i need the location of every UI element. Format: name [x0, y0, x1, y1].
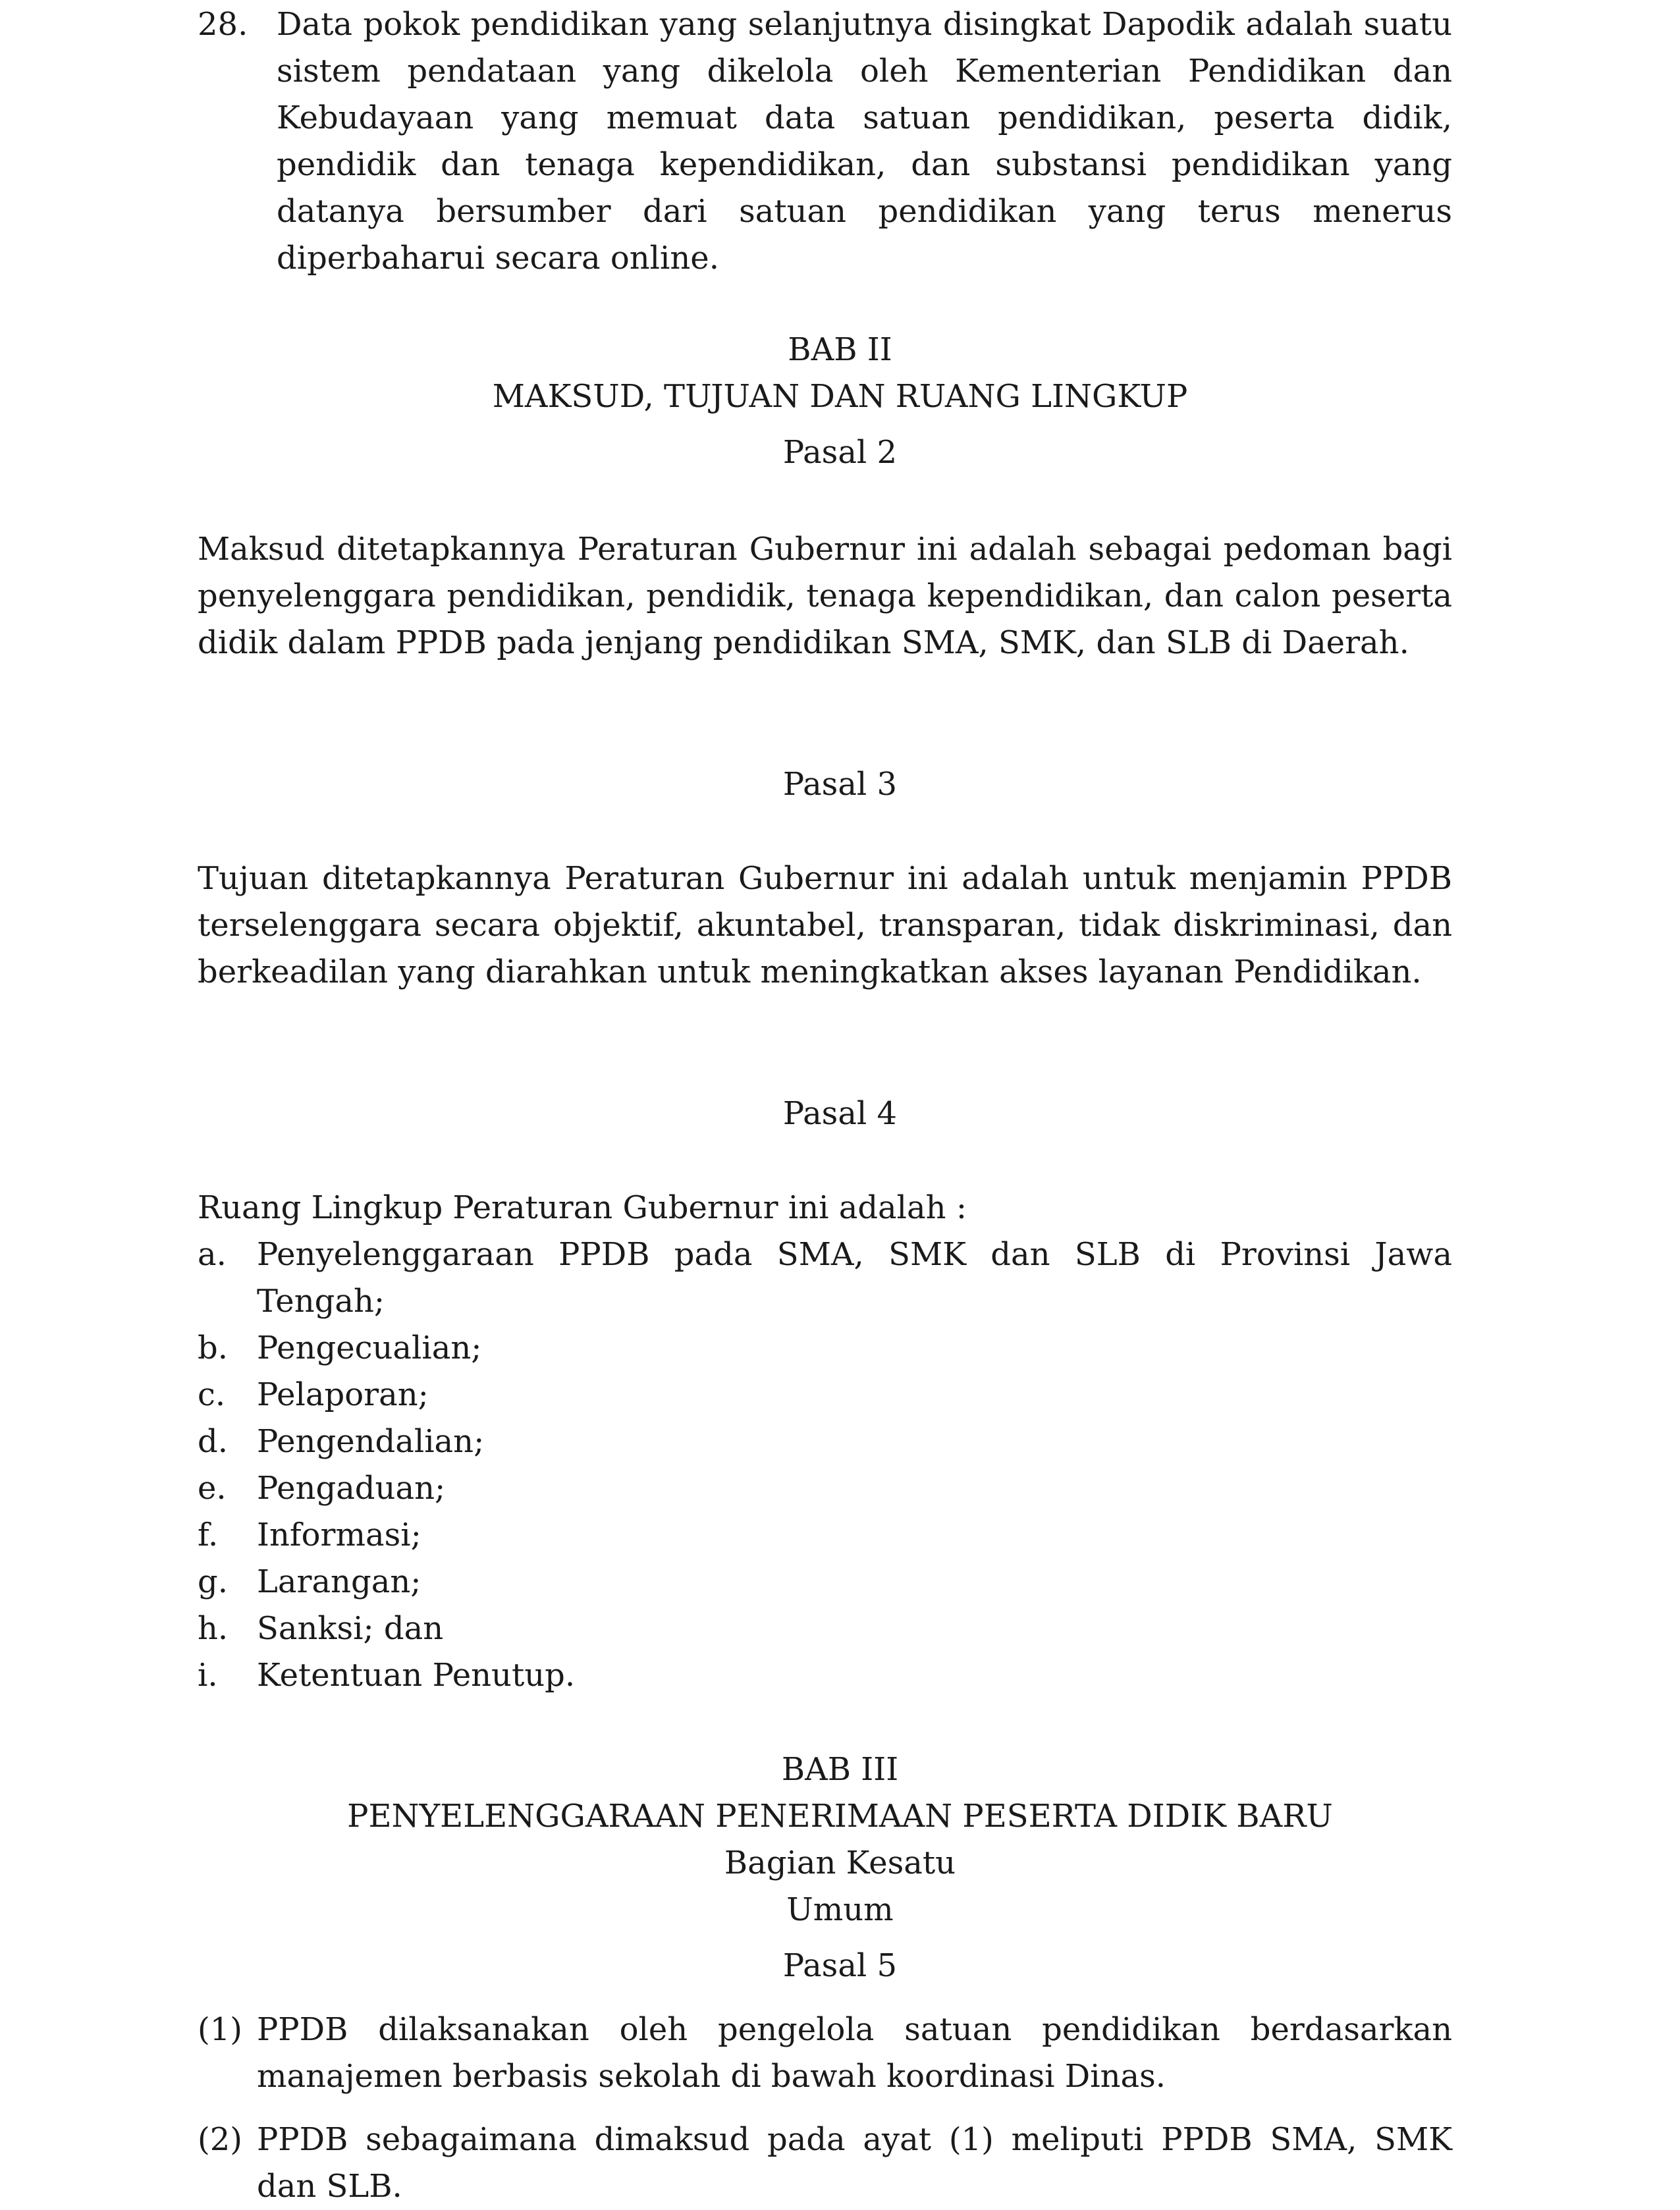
- list-item-text: Informasi;: [257, 1517, 421, 1553]
- list-item-text: Larangan;: [257, 1563, 421, 1600]
- list-marker: i.: [198, 1657, 218, 1694]
- article-heading-2: Pasal 2: [782, 434, 898, 471]
- scope-list-item: [198, 1465, 1452, 1512]
- scope-list-item: [198, 1418, 1452, 1465]
- list-marker: b.: [198, 1330, 228, 1366]
- scope-list-item: [198, 1559, 1452, 1605]
- paragraph-text: PPDB dilaksanakan oleh pengelola satuan pendidikan berdasarkan manajemen berbasis sekolah di bawah koordinasi Dinas.: [257, 2011, 1452, 2095]
- list-item-text: Penyelenggaraan PPDB pada SMA, SMK dan SLB di Provinsi Jawa Tengah;: [257, 1236, 1452, 1320]
- paragraph-marker: (2): [198, 2121, 242, 2158]
- scope-list-item: [198, 1231, 1452, 1325]
- definition-number: 28.: [198, 6, 248, 43]
- article-heading-3: Pasal 3: [782, 766, 898, 803]
- scope-list-item: [198, 1325, 1452, 1372]
- article-5-paragraph: [198, 2007, 1452, 2100]
- list-marker: g.: [198, 1563, 228, 1600]
- list-item-text: Ketentuan Penutup.: [257, 1657, 576, 1694]
- list-marker: c.: [198, 1376, 226, 1413]
- list-item-text: Pengecualian;: [257, 1330, 482, 1366]
- list-item-text: Pelaporan;: [257, 1376, 429, 1413]
- list-marker: f.: [198, 1517, 219, 1553]
- article-3-text: Tujuan ditetapkannya Peraturan Gubernur ini adalah untuk menjamin PPDB terselenggara secara objektif, akuntabel, transparan, tidak diskriminasi, dan berkeadilan yang diarahkan untuk meningkatkan akses layanan Pendidikan.: [198, 860, 1452, 990]
- article-heading-4: Pasal 4: [782, 1095, 898, 1132]
- list-item-text: Pengaduan;: [257, 1470, 446, 1507]
- paragraph-text: PPDB sebagaimana dimaksud pada ayat (1) meliputi PPDB SMA, SMK dan SLB.: [257, 2121, 1452, 2205]
- definition-item-28: [198, 1, 1452, 282]
- section-heading: Bagian Kesatu: [724, 1845, 956, 1881]
- list-marker: h.: [198, 1610, 229, 1647]
- list-item-text: Sanksi; dan: [257, 1610, 444, 1647]
- list-marker: a.: [198, 1236, 227, 1273]
- paragraph-marker: (1): [198, 2011, 242, 2048]
- list-item-text: Pengendalian;: [257, 1423, 485, 1460]
- scope-list-item: [198, 1605, 1452, 1652]
- chapter-heading: BAB II: [788, 331, 892, 368]
- article-2-text: Maksud ditetapkannya Peraturan Gubernur ini adalah sebagai pedoman bagi penyelenggara pendidikan, pendidik, tenaga kependidikan, dan calon peserta didik dalam PPDB pada jenjang pendidikan SMA, SMK, dan SLB di Daerah.: [198, 531, 1452, 661]
- scope-list-item: [198, 1652, 1452, 1699]
- chapter-title: MAKSUD, TUJUAN DAN RUANG LINGKUP: [492, 378, 1188, 415]
- list-marker: e.: [198, 1470, 227, 1507]
- article-5-paragraph: [198, 2116, 1452, 2210]
- article-heading-5: Pasal 5: [782, 1947, 898, 1984]
- chapter-heading: BAB III: [781, 1751, 899, 1788]
- scope-list-item: [198, 1372, 1452, 1418]
- definition-text: Data pokok pendidikan yang selanjutnya disingkat Dapodik adalah suatu sistem pendataan yang dikelola oleh Kementerian Pendidikan dan Kebudayaan yang memuat data satuan pendidikan, peserta didik, pendidik dan tenaga kependidikan, dan substansi pendidikan yang datanya bersumber dari satuan pendidikan yang terus menerus diperbaharui secara online.: [277, 6, 1452, 277]
- section-title: Umum: [786, 1891, 894, 1928]
- scope-list-item: [198, 1512, 1452, 1559]
- list-marker: d.: [198, 1423, 228, 1460]
- chapter-title: PENYELENGGARAAN PENERIMAAN PESERTA DIDIK BARU: [347, 1798, 1333, 1835]
- article-4-intro: Ruang Lingkup Peraturan Gubernur ini adalah :: [198, 1189, 967, 1226]
